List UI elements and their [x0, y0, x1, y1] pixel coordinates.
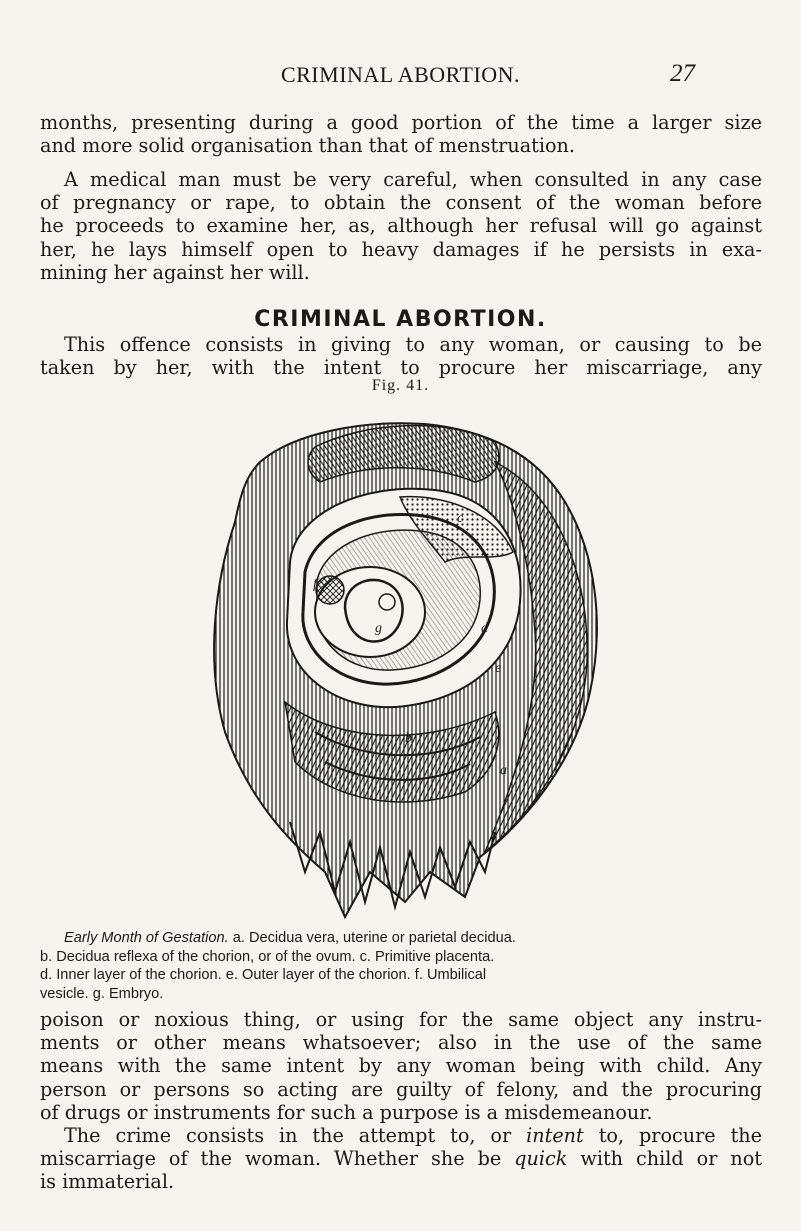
text-line: This offence consists in giving to any woman, or causing to be: [64, 333, 762, 356]
figure-letter-a: a: [500, 763, 507, 778]
text-line: taken by her, with the intent to procure her miscarriage, any: [40, 356, 762, 380]
figure-letter-c: c: [457, 511, 464, 526]
text-line: he proceeds to examine her, as, although her refusal will go against: [40, 214, 762, 238]
caption-line: vesicle. g. Embryo.: [40, 985, 164, 1002]
text-line: poison or noxious thing, or using for the same object any instru-: [40, 1008, 762, 1031]
text-line: The crime consists in the attempt to, or intent to, procure the: [64, 1124, 763, 1147]
text-line: A medical man must be very careful, when consulted in any case: [64, 168, 762, 191]
text-line: means with the same intent by any woman being with child. Any: [40, 1054, 762, 1078]
figure-label: Fig. 41.: [371, 377, 430, 394]
anatomical-figure: [195, 402, 615, 922]
text-line: miscarriage of the woman. Whether she be quick with child or not: [40, 1147, 762, 1171]
text-line: ments or other means whatsoever; also in the use of the same: [40, 1031, 762, 1055]
text-line: months, presenting during a good portion of the time a larger size: [40, 111, 762, 134]
paragraph-5: [40, 1124, 762, 1194]
section-heading: CRIMINAL ABORTION.: [254, 307, 547, 332]
page-number: 27: [670, 60, 695, 87]
emphasis-quick: quick: [514, 1147, 568, 1171]
paragraph-1: [40, 111, 762, 157]
figure-letter-b: b: [405, 731, 412, 746]
caption-title: Early Month of Gestation.: [64, 930, 229, 946]
figure-letter-g: g: [375, 621, 382, 636]
figure-letter-d: d: [481, 621, 488, 636]
text-line: person or persons so acting are guilty of felony, and the procuring: [40, 1077, 762, 1101]
paragraph-4: [40, 1008, 762, 1124]
caption-line: d. Inner layer of the chorion. e. Outer layer of the chorion. f. Umbilical: [40, 967, 487, 984]
caption-line: b. Decidua reflexa of the chorion, or of the ovum. c. Primitive placenta.: [40, 948, 495, 965]
caption-line: Early Month of Gestation. a. Decidua vera, uterine or parietal decidua.: [64, 930, 516, 946]
figure-caption: [40, 929, 762, 1003]
paragraph-3: [40, 333, 762, 379]
running-head: CRIMINAL ABORTION.: [280, 62, 521, 87]
text-line: is immaterial.: [40, 1170, 175, 1194]
paragraph-2: [40, 168, 762, 284]
text-line: and more solid organisation than that of menstruation.: [40, 134, 576, 158]
text-line: of drugs or instruments for such a purpose is a misdemeanour.: [40, 1100, 653, 1124]
figure-letter-e: e: [495, 661, 502, 676]
text-line: of pregnancy or rape, to obtain the consent of the woman before: [40, 191, 762, 215]
emphasis-intent: intent: [526, 1124, 584, 1147]
figure-letter-f: f: [313, 577, 317, 592]
text-line: mining her against her will.: [40, 260, 310, 284]
text-line: her, he lays himself open to heavy damages if he persists in exa-: [40, 237, 762, 261]
